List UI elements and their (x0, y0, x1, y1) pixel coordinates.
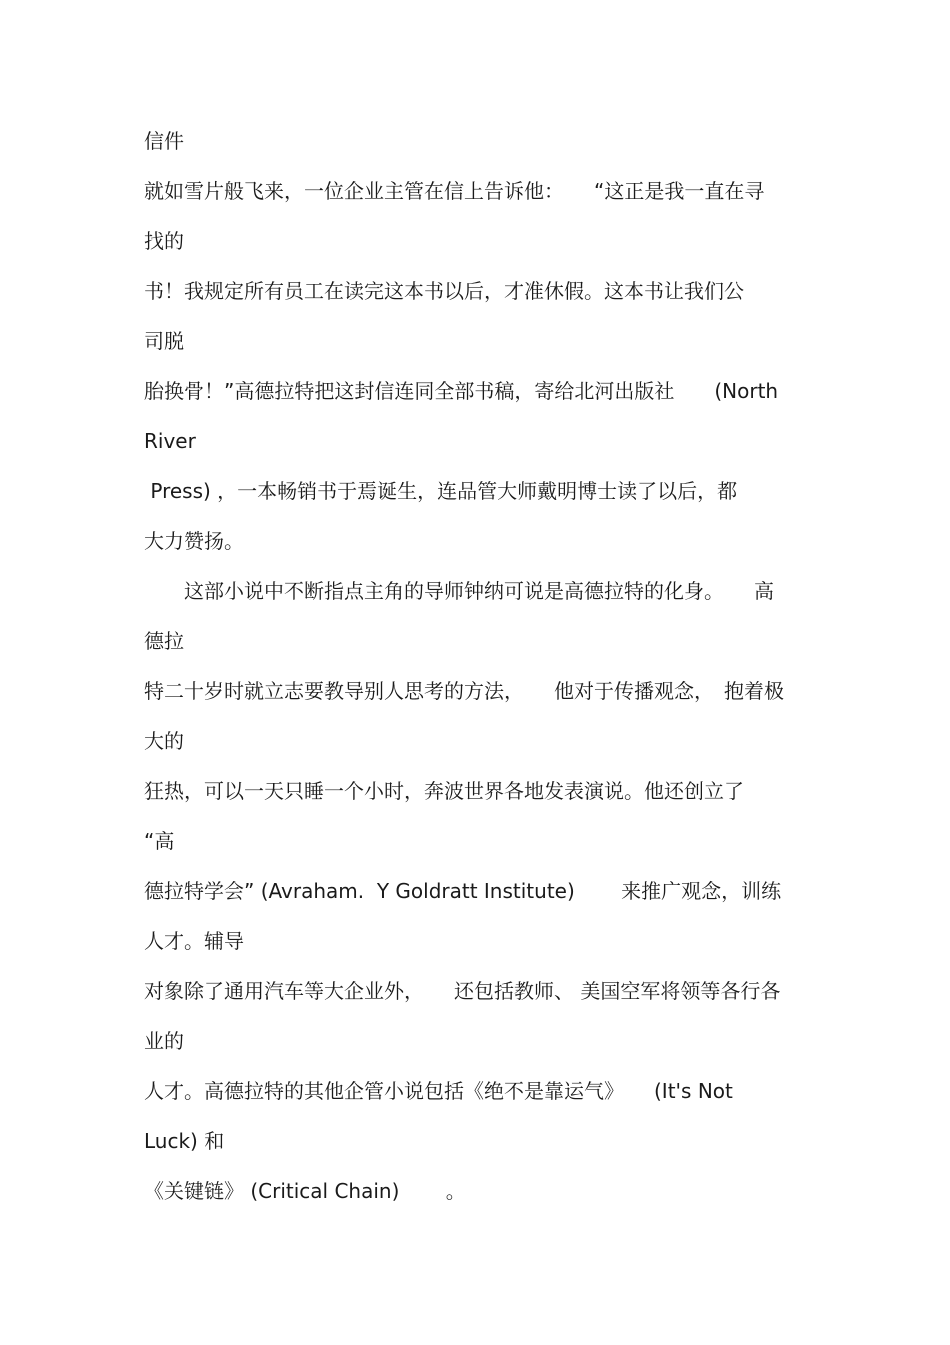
text-line: 找的 (144, 229, 184, 253)
text-line: Press) ，一本畅销书于焉诞生，连品管大师戴明博士读了以后，都 (144, 479, 738, 503)
text-line: 书！我规定所有员工在读完这本书以后，才准休假。这本书让我们公 (144, 279, 744, 303)
text-line: 这部小说中不断指点主角的导师钟纳可说是高德拉特的化身。 高 (144, 579, 774, 603)
text-line: Luck) 和 (144, 1129, 225, 1153)
text-line: River (144, 429, 196, 453)
text-line: “高 (144, 829, 175, 853)
text-line: 对象除了通用汽车等大企业外， 还包括教师、 美国空军将领等各行各 (144, 979, 781, 1003)
text-line: 德拉特学会” (Avraham. Y Goldratt Institute) 来推广观念，训练 (144, 879, 782, 903)
text-line: 司脱 (144, 329, 184, 353)
text-line: 胎换骨！”高德拉特把这封信连同全部书稿，寄给北河出版社 (North (144, 379, 779, 403)
text-line: 信件 (144, 129, 184, 153)
text-line: 狂热，可以一天只睡一个小时，奔波世界各地发表演说。他还创立了 (144, 779, 744, 803)
text-line: 德拉 (144, 629, 184, 653)
text-line: 大的 (144, 729, 184, 753)
text-line: 《关键链》 (Critical Chain) 。 (144, 1179, 466, 1203)
text-line: 就如雪片般飞来，一位企业主管在信上告诉他： “这正是我一直在寻 (144, 179, 765, 203)
text-line: 人才。辅导 (144, 929, 244, 953)
text-line: 大力赞扬。 (144, 529, 244, 553)
text-line: 业的 (144, 1029, 184, 1053)
text-line: 特二十岁时就立志要教导别人思考的方法， 他对于传播观念， 抱着极 (144, 679, 784, 703)
text-line: 人才。高德拉特的其他企管小说包括《绝不是靠运气》 (It's Not (144, 1079, 733, 1103)
